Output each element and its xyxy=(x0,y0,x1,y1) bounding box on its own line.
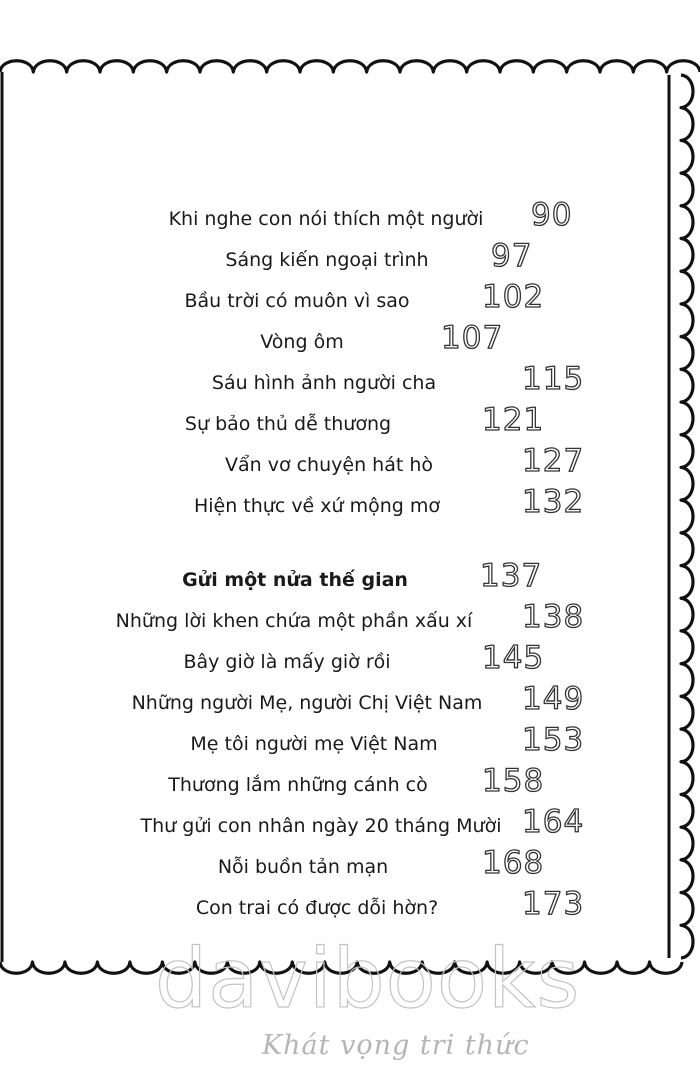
toc-entry[interactable] xyxy=(0,322,700,362)
toc-entry-page-number: 132 xyxy=(522,484,585,520)
toc-entry[interactable] xyxy=(0,765,700,805)
toc-entry-title: Thương lắm những cánh cò xyxy=(168,774,428,796)
toc-entry-title: Những người Mẹ, người Chị Việt Nam xyxy=(131,692,483,714)
toc-entry[interactable] xyxy=(0,888,700,928)
toc-entry-page-number: 138 xyxy=(522,599,585,635)
toc-entry-page-number: 164 xyxy=(522,804,585,840)
toc-section-title: Gửi một nửa thế gian xyxy=(182,569,408,591)
toc-entry[interactable] xyxy=(0,281,700,321)
watermark-brand: davibooks xyxy=(155,932,581,1027)
toc-entry-title: Sáng kiến ngoại trình xyxy=(225,249,429,271)
toc-entry-title: Bây giờ là mấy giờ rồi xyxy=(183,651,391,673)
toc-entry[interactable] xyxy=(0,806,700,846)
toc-entry-page-number: 121 xyxy=(482,402,545,438)
toc-entry-title: Sự bảo thủ dễ thương xyxy=(184,413,392,435)
toc-entry-title: Hiện thực về xứ mộng mơ xyxy=(193,495,441,517)
toc-entry[interactable] xyxy=(0,404,700,444)
toc-entry-page-number: 153 xyxy=(522,722,585,758)
toc-entry-page-number: 97 xyxy=(491,238,533,274)
toc-entry[interactable] xyxy=(0,642,700,682)
toc-entry-page-number: 173 xyxy=(522,886,585,922)
watermark-slogan: Khát vọng tri thức xyxy=(262,1030,530,1061)
toc-entry-page-number: 168 xyxy=(482,845,545,881)
toc-entry[interactable] xyxy=(0,847,700,887)
toc-entry-title: Vòng ôm xyxy=(260,331,344,353)
toc-entry-page-number: 149 xyxy=(522,681,585,717)
toc-entry-title: Bầu trời có muôn vì sao xyxy=(184,290,410,312)
toc-entry[interactable] xyxy=(0,486,700,526)
toc-entry[interactable] xyxy=(0,724,700,764)
toc-entry-page-number: 90 xyxy=(531,197,573,233)
toc-entry-title: Nỗi buồn tản mạn xyxy=(217,856,389,878)
toc-entry-title: Vẩn vơ chuyện hát hò xyxy=(224,454,434,476)
toc-entry-title: Mẹ tôi người mẹ Việt Nam xyxy=(190,733,438,755)
toc-entry-page-number: 107 xyxy=(441,320,504,356)
toc-entry[interactable] xyxy=(0,683,700,723)
toc-entry-title: Sáu hình ảnh người cha xyxy=(211,372,437,394)
toc-entry-title: Khi nghe con nói thích một người xyxy=(168,208,484,230)
toc-entry-page-number: 115 xyxy=(522,361,585,397)
toc-section-entry[interactable] xyxy=(0,560,700,600)
toc-entry[interactable] xyxy=(0,445,700,485)
toc-entry-page-number: 145 xyxy=(482,640,545,676)
toc-entry-page-number: 158 xyxy=(482,763,545,799)
toc-entry-title: Những lời khen chứa một phần xấu xí xyxy=(115,610,473,632)
toc-entry-title: Thư gửi con nhân ngày 20 tháng Mười xyxy=(140,815,502,837)
toc-entry-title: Con trai có được dỗi hờn? xyxy=(195,897,439,919)
toc-entry[interactable] xyxy=(0,199,700,239)
toc-entry[interactable] xyxy=(0,601,700,641)
toc-entry-page-number: 127 xyxy=(522,443,585,479)
toc-entry-page-number: 102 xyxy=(482,279,545,315)
toc-entry-page-number: 137 xyxy=(480,558,543,594)
toc-entry[interactable] xyxy=(0,363,700,403)
toc-entry[interactable] xyxy=(0,240,700,280)
